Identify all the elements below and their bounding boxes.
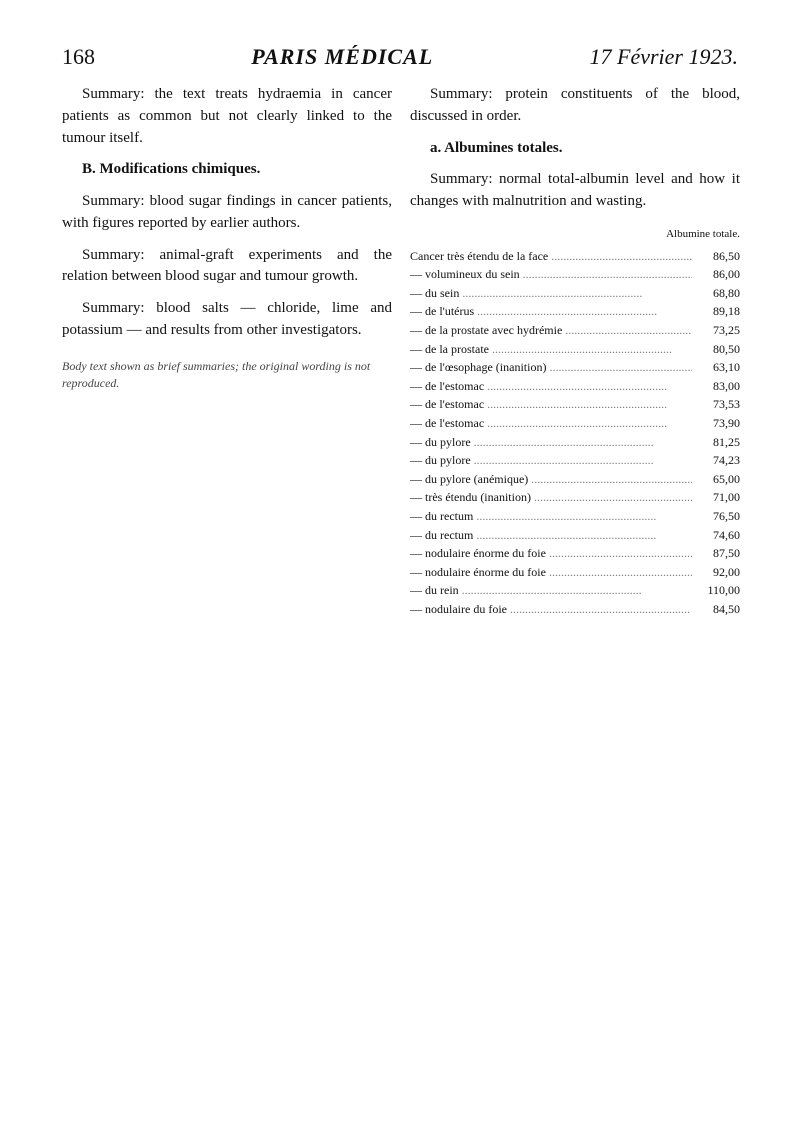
row-value: 74,23	[713, 453, 740, 468]
table-row	[410, 284, 740, 303]
summary-paragraph: Summary: the text treats hydraemia in cancer patients as common but not clearly linked to the tumour itself.	[62, 86, 392, 146]
summary-paragraph: Summary: blood salts — chloride, lime and potassium — and results from other investigators.	[62, 300, 392, 338]
section-heading: B. Modifications chimiques.	[82, 161, 261, 178]
row-value: 73,90	[713, 416, 740, 431]
row-label: — de l'estomac .....	[410, 395, 692, 414]
table-row	[410, 488, 740, 507]
row-value: 65,00	[713, 471, 740, 486]
row-label: — nodulaire énorme du foie .....	[410, 544, 692, 563]
row-value: 83,00	[713, 378, 740, 393]
albumin-table	[410, 247, 740, 619]
table-row	[410, 451, 740, 470]
table-row	[410, 414, 740, 433]
row-value: 80,50	[713, 341, 740, 356]
row-value: 68,80	[713, 285, 740, 300]
table-row	[410, 247, 740, 266]
row-label: — du rectum .....	[410, 507, 692, 526]
summary-paragraph: Summary: blood sugar findings in cancer patients, with figures reported by earlier authors.	[62, 193, 392, 231]
row-value: 92,00	[713, 564, 740, 579]
page-number: 168	[62, 44, 95, 69]
row-value: 89,18	[713, 304, 740, 319]
left-column	[62, 84, 392, 392]
row-label: — de la prostate .....	[410, 340, 692, 359]
table-row	[410, 544, 740, 563]
summary-paragraph: Summary: normal total-albumin level and how it changes with malnutrition and wasting.	[410, 171, 740, 209]
table-row	[410, 302, 740, 321]
table-row	[410, 340, 740, 359]
row-label: — de l'estomac .....	[410, 414, 692, 433]
table-row	[410, 358, 740, 377]
summary-paragraph: Summary: animal-graft experiments and the relation between blood sugar and tumour growth.	[62, 246, 392, 285]
row-value: 74,60	[713, 527, 740, 542]
table-row	[410, 581, 740, 600]
row-label: — de l'utérus .....	[410, 302, 692, 321]
row-label: — de l'œsophage (inanition) .....	[410, 358, 692, 377]
table-row	[410, 265, 740, 284]
table-row	[410, 433, 740, 452]
row-label: — de l'estomac .....	[410, 377, 692, 396]
summary-paragraph: Summary: protein constituents of the blood, discussed in order.	[410, 86, 740, 124]
row-label: — du pylore .....	[410, 433, 692, 452]
issue-date: 17 Février 1923.	[589, 44, 738, 69]
row-value: 86,00	[713, 267, 740, 282]
table-row	[410, 563, 740, 582]
row-value: 73,25	[713, 323, 740, 338]
journal-title: PARIS MÉDICAL	[251, 44, 434, 69]
row-label: — du pylore .....	[410, 451, 692, 470]
table-row	[410, 526, 740, 545]
table-row	[410, 321, 740, 340]
section-heading: a. Albumines totales.	[430, 139, 563, 156]
row-value: 87,50	[713, 546, 740, 561]
table-header: Albumine totale.	[666, 227, 740, 240]
table-row	[410, 377, 740, 396]
row-label: — du pylore (anémique) .....	[410, 470, 692, 489]
row-value: 84,50	[713, 601, 740, 616]
row-label: — nodulaire énorme du foie .....	[410, 563, 692, 582]
row-label: — de la prostate avec hydrémie .....	[410, 321, 692, 340]
row-value: 63,10	[713, 360, 740, 375]
row-label: — du sein .....	[410, 284, 692, 303]
row-value: 110,00	[707, 583, 740, 598]
row-label: — du rein .....	[410, 581, 692, 600]
row-value: 71,00	[713, 490, 740, 505]
row-label: — du rectum .....	[410, 526, 692, 545]
page-header	[62, 44, 738, 74]
table-row	[410, 395, 740, 414]
table-row	[410, 470, 740, 489]
table-row	[410, 600, 740, 619]
row-value: 86,50	[713, 248, 740, 263]
right-column	[410, 84, 740, 619]
row-label: — nodulaire du foie .....	[410, 600, 692, 619]
row-label: — très étendu (inanition) .....	[410, 488, 692, 507]
row-value: 81,25	[713, 434, 740, 449]
row-label: — volumineux du sein .....	[410, 265, 692, 284]
row-value: 73,53	[713, 397, 740, 412]
row-value: 76,50	[713, 509, 740, 523]
table-row	[410, 507, 740, 526]
summary-notice: Body text shown as brief summaries; the original wording is not reproduced.	[62, 358, 371, 390]
row-label: Cancer très étendu de la face .....	[410, 247, 692, 266]
